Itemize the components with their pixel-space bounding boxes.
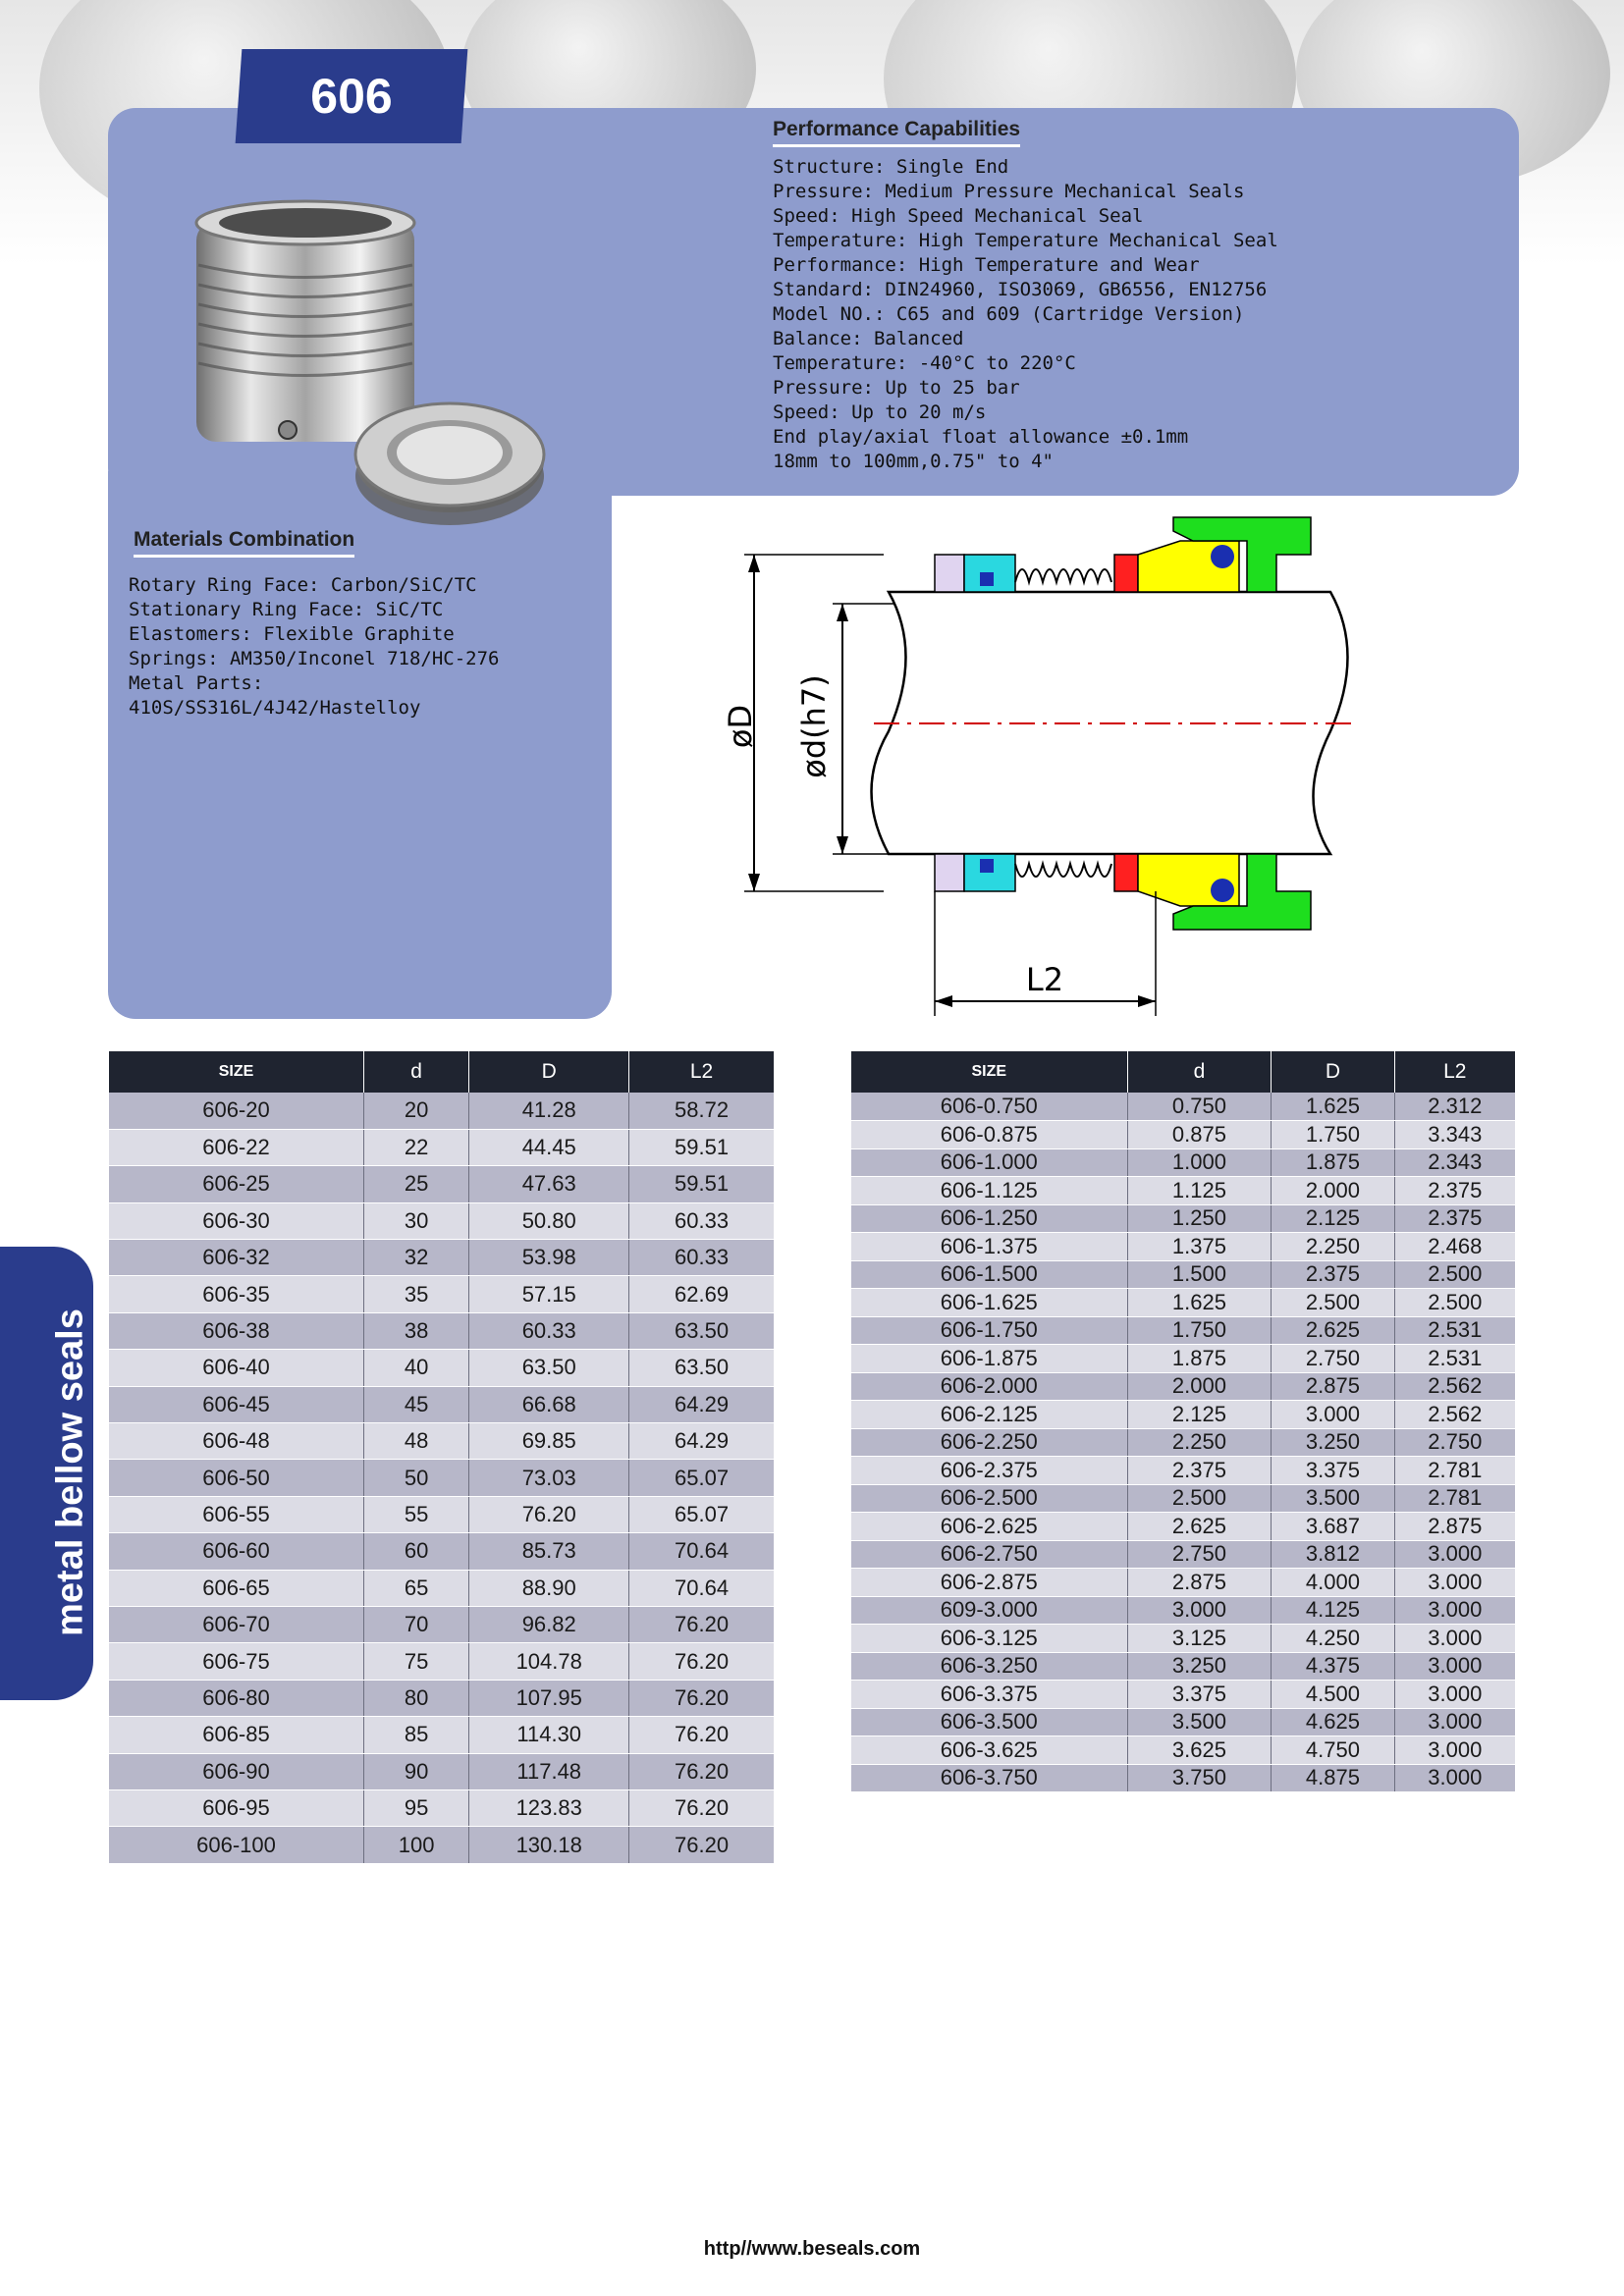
cell-d: 22 xyxy=(363,1129,468,1165)
cell-size: 606-2.500 xyxy=(851,1484,1127,1513)
footer-url: http//www.beseals.com xyxy=(703,2238,921,2260)
cell-size: 606-0.750 xyxy=(851,1093,1127,1121)
cell-d: 1.125 xyxy=(1127,1177,1272,1205)
cell-size: 606-1.500 xyxy=(851,1260,1127,1289)
cell-D: 4.125 xyxy=(1272,1596,1394,1625)
table-row xyxy=(109,1570,774,1606)
cell-d: 1.500 xyxy=(1127,1260,1272,1289)
cell-d: 2.625 xyxy=(1127,1513,1272,1541)
cell-L2: 76.20 xyxy=(629,1643,774,1680)
cell-L2: 3.000 xyxy=(1394,1540,1515,1569)
table-row xyxy=(109,1240,774,1276)
cell-size: 606-85 xyxy=(109,1717,363,1753)
cell-D: 114.30 xyxy=(469,1717,629,1753)
table-row xyxy=(109,1386,774,1422)
table-row xyxy=(109,1312,774,1349)
cell-D: 88.90 xyxy=(469,1570,629,1606)
col-header-d: d xyxy=(1127,1051,1272,1093)
cell-d: 38 xyxy=(363,1312,468,1349)
cell-size: 606-20 xyxy=(109,1093,363,1129)
cell-D: 3.812 xyxy=(1272,1540,1394,1569)
cell-d: 3.625 xyxy=(1127,1736,1272,1765)
cell-d: 80 xyxy=(363,1680,468,1716)
col-header-L2: L2 xyxy=(1394,1051,1515,1093)
table-row xyxy=(109,1717,774,1753)
table-row xyxy=(109,1129,774,1165)
perf-item: Temperature: High Temperature Mechanical Seal xyxy=(773,230,1278,251)
table-row xyxy=(851,1233,1515,1261)
perf-item: Speed: Up to 20 m/s xyxy=(773,401,987,423)
cell-size: 606-65 xyxy=(109,1570,363,1606)
cell-L2: 3.000 xyxy=(1394,1596,1515,1625)
cell-d: 0.750 xyxy=(1127,1093,1272,1121)
table-row xyxy=(109,1680,774,1716)
product-photo xyxy=(187,191,648,525)
cell-size: 606-3.125 xyxy=(851,1625,1127,1653)
cell-d: 35 xyxy=(363,1276,468,1312)
table-row xyxy=(851,1457,1515,1485)
cell-d: 2.875 xyxy=(1127,1569,1272,1597)
table-row xyxy=(851,1260,1515,1289)
perf-item: Standard: DIN24960, ISO3069, GB6556, EN12756 xyxy=(773,279,1268,300)
table-row xyxy=(851,1177,1515,1205)
table-row xyxy=(851,1204,1515,1233)
cell-L2: 2.500 xyxy=(1394,1260,1515,1289)
cell-D: 107.95 xyxy=(469,1680,629,1716)
cell-size: 606-3.500 xyxy=(851,1708,1127,1736)
cell-size: 606-0.875 xyxy=(851,1121,1127,1149)
table-row xyxy=(109,1350,774,1386)
cell-size: 606-1.875 xyxy=(851,1345,1127,1373)
length-L2-label: L2 xyxy=(1025,961,1064,998)
table-row xyxy=(851,1121,1515,1149)
cell-L2: 2.875 xyxy=(1394,1513,1515,1541)
cell-D: 2.375 xyxy=(1272,1260,1394,1289)
cell-d: 100 xyxy=(363,1827,468,1863)
cell-L2: 76.20 xyxy=(629,1789,774,1826)
cell-d: 3.125 xyxy=(1127,1625,1272,1653)
performance-list xyxy=(773,155,1499,474)
cell-L2: 2.468 xyxy=(1394,1233,1515,1261)
cell-L2: 3.000 xyxy=(1394,1569,1515,1597)
cell-L2: 2.781 xyxy=(1394,1457,1515,1485)
cell-L2: 76.20 xyxy=(629,1717,774,1753)
col-header-L2: L2 xyxy=(629,1051,774,1093)
cell-d: 75 xyxy=(363,1643,468,1680)
perf-item: Performance: High Temperature and Wear xyxy=(773,254,1200,276)
cell-D: 130.18 xyxy=(469,1827,629,1863)
cell-L2: 60.33 xyxy=(629,1240,774,1276)
cell-d: 45 xyxy=(363,1386,468,1422)
cell-L2: 76.20 xyxy=(629,1753,774,1789)
material-item: Metal Parts: xyxy=(129,672,264,694)
cell-L2: 59.51 xyxy=(629,1129,774,1165)
cell-d: 1.875 xyxy=(1127,1345,1272,1373)
table-row xyxy=(851,1596,1515,1625)
cell-d: 3.250 xyxy=(1127,1652,1272,1681)
table-row xyxy=(851,1764,1515,1792)
cell-size: 606-32 xyxy=(109,1240,363,1276)
metric-size-table xyxy=(109,1051,774,1864)
cell-L2: 2.343 xyxy=(1394,1148,1515,1177)
cell-size: 606-25 xyxy=(109,1166,363,1202)
cell-L2: 65.07 xyxy=(629,1460,774,1496)
cell-D: 66.68 xyxy=(469,1386,629,1422)
cell-D: 73.03 xyxy=(469,1460,629,1496)
table-row xyxy=(109,1606,774,1642)
col-header-D: D xyxy=(469,1051,629,1093)
table-row xyxy=(851,1625,1515,1653)
table-row xyxy=(109,1276,774,1312)
cell-d: 60 xyxy=(363,1533,468,1570)
cell-size: 606-45 xyxy=(109,1386,363,1422)
cell-L2: 2.500 xyxy=(1394,1289,1515,1317)
cell-size: 606-35 xyxy=(109,1276,363,1312)
cell-D: 69.85 xyxy=(469,1423,629,1460)
cell-L2: 62.69 xyxy=(629,1276,774,1312)
cell-L2: 64.29 xyxy=(629,1386,774,1422)
perf-item: Pressure: Up to 25 bar xyxy=(773,377,1020,399)
cell-L2: 76.20 xyxy=(629,1827,774,1863)
col-header-d: d xyxy=(363,1051,468,1093)
perf-item: Speed: High Speed Mechanical Seal xyxy=(773,205,1144,227)
cell-size: 606-22 xyxy=(109,1129,363,1165)
cell-d: 2.250 xyxy=(1127,1428,1272,1457)
cell-d: 3.375 xyxy=(1127,1681,1272,1709)
cell-size: 606-95 xyxy=(109,1789,363,1826)
diameter-D-label: øD xyxy=(722,704,759,749)
cell-D: 4.625 xyxy=(1272,1708,1394,1736)
cell-size: 606-2.000 xyxy=(851,1372,1127,1401)
cell-L2: 3.000 xyxy=(1394,1708,1515,1736)
cell-D: 2.875 xyxy=(1272,1372,1394,1401)
cell-size: 606-3.625 xyxy=(851,1736,1127,1765)
cell-D: 104.78 xyxy=(469,1643,629,1680)
cell-D: 3.000 xyxy=(1272,1401,1394,1429)
cell-L2: 63.50 xyxy=(629,1312,774,1349)
cell-d: 25 xyxy=(363,1166,468,1202)
diameter-d-label: ød(h7) xyxy=(795,674,833,778)
cell-size: 606-2.125 xyxy=(851,1401,1127,1429)
cell-L2: 70.64 xyxy=(629,1533,774,1570)
cell-size: 606-3.750 xyxy=(851,1764,1127,1792)
cell-D: 117.48 xyxy=(469,1753,629,1789)
cell-d: 40 xyxy=(363,1350,468,1386)
cell-d: 65 xyxy=(363,1570,468,1606)
cell-size: 606-90 xyxy=(109,1753,363,1789)
cell-d: 0.875 xyxy=(1127,1121,1272,1149)
cell-D: 4.000 xyxy=(1272,1569,1394,1597)
cell-size: 606-3.250 xyxy=(851,1652,1127,1681)
table-row xyxy=(109,1202,774,1239)
cell-D: 50.80 xyxy=(469,1202,629,1239)
cell-D: 3.687 xyxy=(1272,1513,1394,1541)
cell-D: 4.375 xyxy=(1272,1652,1394,1681)
cell-d: 2.000 xyxy=(1127,1372,1272,1401)
cell-D: 2.125 xyxy=(1272,1204,1394,1233)
cell-d: 32 xyxy=(363,1240,468,1276)
cell-L2: 2.375 xyxy=(1394,1204,1515,1233)
table-row xyxy=(851,1372,1515,1401)
cell-D: 4.750 xyxy=(1272,1736,1394,1765)
cell-d: 2.375 xyxy=(1127,1457,1272,1485)
cell-d: 20 xyxy=(363,1093,468,1129)
col-header-size: SIZE xyxy=(851,1051,1127,1093)
cell-D: 60.33 xyxy=(469,1312,629,1349)
cell-D: 1.750 xyxy=(1272,1121,1394,1149)
cell-D: 2.750 xyxy=(1272,1345,1394,1373)
table-row xyxy=(109,1093,774,1129)
cell-size: 606-2.375 xyxy=(851,1457,1127,1485)
cell-d: 3.000 xyxy=(1127,1596,1272,1625)
cell-D: 44.45 xyxy=(469,1129,629,1165)
cell-D: 85.73 xyxy=(469,1533,629,1570)
table-row xyxy=(109,1533,774,1570)
cell-L2: 60.33 xyxy=(629,1202,774,1239)
cell-d: 70 xyxy=(363,1606,468,1642)
cell-size: 606-2.750 xyxy=(851,1540,1127,1569)
cell-d: 1.750 xyxy=(1127,1316,1272,1345)
table-row xyxy=(851,1148,1515,1177)
cell-d: 1.375 xyxy=(1127,1233,1272,1261)
table-row xyxy=(851,1316,1515,1345)
cell-L2: 2.562 xyxy=(1394,1401,1515,1429)
cell-D: 63.50 xyxy=(469,1350,629,1386)
cell-D: 2.500 xyxy=(1272,1289,1394,1317)
cell-size: 606-2.250 xyxy=(851,1428,1127,1457)
cell-L2: 3.000 xyxy=(1394,1681,1515,1709)
cell-D: 1.625 xyxy=(1272,1093,1394,1121)
table-row xyxy=(851,1652,1515,1681)
cell-d: 2.125 xyxy=(1127,1401,1272,1429)
table-row xyxy=(851,1736,1515,1765)
cell-d: 1.625 xyxy=(1127,1289,1272,1317)
cell-D: 2.625 xyxy=(1272,1316,1394,1345)
material-item: Stationary Ring Face: SiC/TC xyxy=(129,599,444,620)
table-row xyxy=(851,1401,1515,1429)
table-row xyxy=(109,1423,774,1460)
cell-size: 606-80 xyxy=(109,1680,363,1716)
material-item: Elastomers: Flexible Graphite xyxy=(129,623,455,645)
cell-L2: 76.20 xyxy=(629,1606,774,1642)
cell-L2: 70.64 xyxy=(629,1570,774,1606)
cell-L2: 65.07 xyxy=(629,1496,774,1532)
cell-size: 606-50 xyxy=(109,1460,363,1496)
cell-D: 3.500 xyxy=(1272,1484,1394,1513)
cell-d: 90 xyxy=(363,1753,468,1789)
materials-list xyxy=(129,573,600,721)
perf-item: Pressure: Medium Pressure Mechanical Seals xyxy=(773,181,1245,202)
cell-size: 606-1.625 xyxy=(851,1289,1127,1317)
perf-item: Model NO.: C65 and 609 (Cartridge Version) xyxy=(773,303,1245,325)
cell-D: 3.375 xyxy=(1272,1457,1394,1485)
table-row xyxy=(109,1496,774,1532)
cell-D: 4.875 xyxy=(1272,1764,1394,1792)
cell-size: 606-2.625 xyxy=(851,1513,1127,1541)
cell-L2: 63.50 xyxy=(629,1350,774,1386)
perf-item: Temperature: -40°C to 220°C xyxy=(773,352,1076,374)
cell-size: 606-1.125 xyxy=(851,1177,1127,1205)
model-number: 606 xyxy=(310,69,393,124)
cell-size: 606-40 xyxy=(109,1350,363,1386)
cell-L2: 3.343 xyxy=(1394,1121,1515,1149)
table-row xyxy=(851,1345,1515,1373)
material-item: Rotary Ring Face: Carbon/SiC/TC xyxy=(129,574,477,596)
table-row xyxy=(851,1289,1515,1317)
cell-L2: 3.000 xyxy=(1394,1625,1515,1653)
cell-d: 2.500 xyxy=(1127,1484,1272,1513)
cell-size: 606-3.375 xyxy=(851,1681,1127,1709)
table-row xyxy=(109,1753,774,1789)
cell-size: 606-1.375 xyxy=(851,1233,1127,1261)
cell-D: 47.63 xyxy=(469,1166,629,1202)
cell-L2: 2.750 xyxy=(1394,1428,1515,1457)
cell-D: 57.15 xyxy=(469,1276,629,1312)
cell-d: 3.500 xyxy=(1127,1708,1272,1736)
cell-size: 606-2.875 xyxy=(851,1569,1127,1597)
cell-L2: 3.000 xyxy=(1394,1764,1515,1792)
cell-L2: 2.312 xyxy=(1394,1093,1515,1121)
cell-D: 4.250 xyxy=(1272,1625,1394,1653)
cell-d: 30 xyxy=(363,1202,468,1239)
cell-d: 1.000 xyxy=(1127,1148,1272,1177)
cell-L2: 58.72 xyxy=(629,1093,774,1129)
cell-d: 55 xyxy=(363,1496,468,1532)
cell-D: 2.000 xyxy=(1272,1177,1394,1205)
table-row xyxy=(851,1681,1515,1709)
perf-item: Balance: Balanced xyxy=(773,328,964,349)
cell-size: 606-48 xyxy=(109,1423,363,1460)
table-row xyxy=(109,1460,774,1496)
cell-size: 609-3.000 xyxy=(851,1596,1127,1625)
table-row xyxy=(851,1093,1515,1121)
table-row xyxy=(851,1484,1515,1513)
cell-D: 4.500 xyxy=(1272,1681,1394,1709)
table-row xyxy=(851,1540,1515,1569)
col-header-size: SIZE xyxy=(109,1051,363,1093)
cell-L2: 3.000 xyxy=(1394,1736,1515,1765)
table-row xyxy=(851,1708,1515,1736)
cell-size: 606-55 xyxy=(109,1496,363,1532)
imperial-size-table xyxy=(851,1051,1515,1792)
cell-d: 95 xyxy=(363,1789,468,1826)
cell-L2: 64.29 xyxy=(629,1423,774,1460)
materials-title: Materials Combination xyxy=(134,528,354,558)
perf-item: Structure: Single End xyxy=(773,156,1009,178)
material-item: 410S/SS316L/4J42/Hastelloy xyxy=(129,697,421,719)
cell-size: 606-75 xyxy=(109,1643,363,1680)
table-row xyxy=(109,1789,774,1826)
cell-D: 1.875 xyxy=(1272,1148,1394,1177)
table-row xyxy=(851,1428,1515,1457)
table-row xyxy=(851,1569,1515,1597)
cell-L2: 2.531 xyxy=(1394,1345,1515,1373)
cell-size: 606-70 xyxy=(109,1606,363,1642)
cell-L2: 2.531 xyxy=(1394,1316,1515,1345)
cell-L2: 2.375 xyxy=(1394,1177,1515,1205)
perf-item: 18mm to 100mm,0.75" to 4" xyxy=(773,451,1054,472)
cell-L2: 2.562 xyxy=(1394,1372,1515,1401)
cell-size: 606-100 xyxy=(109,1827,363,1863)
perf-item: End play/axial float allowance ±0.1mm xyxy=(773,426,1189,448)
cell-size: 606-60 xyxy=(109,1533,363,1570)
cell-size: 606-38 xyxy=(109,1312,363,1349)
cell-D: 41.28 xyxy=(469,1093,629,1129)
seal-cross-section-diagram xyxy=(722,506,1375,1026)
cell-d: 85 xyxy=(363,1717,468,1753)
cell-L2: 2.781 xyxy=(1394,1484,1515,1513)
cell-d: 1.250 xyxy=(1127,1204,1272,1233)
cell-D: 76.20 xyxy=(469,1496,629,1532)
cell-L2: 59.51 xyxy=(629,1166,774,1202)
cell-D: 3.250 xyxy=(1272,1428,1394,1457)
table-row xyxy=(851,1513,1515,1541)
material-item: Springs: AM350/Inconel 718/HC-276 xyxy=(129,648,500,669)
performance-title: Performance Capabilities xyxy=(773,118,1020,147)
cell-D: 2.250 xyxy=(1272,1233,1394,1261)
cell-D: 96.82 xyxy=(469,1606,629,1642)
side-label: metal bellow seals xyxy=(49,1308,91,1636)
table-row xyxy=(109,1643,774,1680)
cell-L2: 76.20 xyxy=(629,1680,774,1716)
cell-d: 50 xyxy=(363,1460,468,1496)
cell-D: 53.98 xyxy=(469,1240,629,1276)
table-row xyxy=(109,1827,774,1863)
cell-L2: 3.000 xyxy=(1394,1652,1515,1681)
col-header-D: D xyxy=(1272,1051,1394,1093)
cell-size: 606-1.250 xyxy=(851,1204,1127,1233)
cell-d: 2.750 xyxy=(1127,1540,1272,1569)
cell-size: 606-30 xyxy=(109,1202,363,1239)
cell-size: 606-1.000 xyxy=(851,1148,1127,1177)
cell-d: 3.750 xyxy=(1127,1764,1272,1792)
cell-size: 606-1.750 xyxy=(851,1316,1127,1345)
table-row xyxy=(109,1166,774,1202)
cell-d: 48 xyxy=(363,1423,468,1460)
cell-D: 123.83 xyxy=(469,1789,629,1826)
